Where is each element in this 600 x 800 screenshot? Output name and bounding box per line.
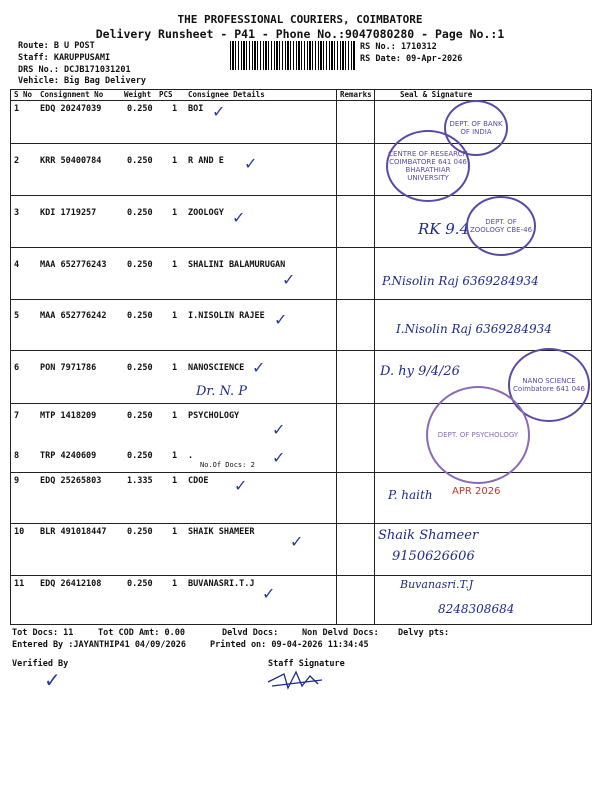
- row-consignment-no: EDQ 26412108: [40, 579, 102, 589]
- phone-row-10: 9150626606: [392, 549, 475, 564]
- rs-no-label: RS No.: 1710312: [360, 42, 437, 52]
- stamp-nanoscience: NANO SCIENCE Coimbatore 641 046: [508, 348, 590, 422]
- stamp-date: APR 2026: [452, 486, 501, 497]
- col-header-consignment: Consignment No: [40, 90, 104, 99]
- signature-row-6: D. hy 9/4/26: [380, 364, 460, 379]
- row-sno: 9: [14, 476, 20, 486]
- row-consignee: BUVANASRI.T.J: [188, 579, 255, 589]
- row-pcs: 1: [172, 476, 178, 486]
- stamp-bank: DEPT. OF BANK OF INDIA: [444, 100, 508, 156]
- row-consignee: PSYCHOLOGY: [188, 411, 240, 421]
- row-weight: 1.335: [127, 476, 153, 486]
- company-title: THE PROFESSIONAL COURIERS, COIMBATORE: [177, 13, 423, 26]
- drs-no-label: DRS No.: DCJB171031201: [18, 65, 131, 75]
- stamp-psychology: DEPT. OF PSYCHOLOGY: [426, 386, 530, 484]
- row-pcs: 1: [172, 363, 178, 373]
- tick-row-1: ✓: [212, 102, 226, 121]
- tick-row-7: ✓: [272, 420, 286, 439]
- row-consignment-no: MAA 652776242: [40, 311, 107, 321]
- row-consignee: NANOSCIENCE: [188, 363, 245, 373]
- row-consignment-no: EDQ 25265803: [40, 476, 102, 486]
- row-weight: 0.250: [127, 363, 153, 373]
- row-consignment-no: MAA 652776243: [40, 260, 107, 270]
- col-header-sno: S No: [14, 90, 33, 99]
- signature-row-5: I.Nisolin Raj 6369284934: [396, 322, 552, 336]
- row-sno: 3: [14, 208, 20, 218]
- row-pcs: 1: [172, 451, 178, 461]
- row-consignee: CDOE: [188, 476, 209, 486]
- tick-row-4: ✓: [282, 270, 296, 289]
- stamp-zoology: DEPT. OF ZOOLOGY CBE-46: [466, 196, 536, 256]
- col-header-weight: Weight: [124, 90, 152, 99]
- signature-row-3: RK 9.4: [418, 220, 470, 238]
- entered-by: Entered By :JAYANTHIP41 04/09/2026: [12, 640, 186, 650]
- col-header-remarks: Remarks: [340, 90, 372, 99]
- col-header-pcs: PCS: [159, 90, 173, 99]
- row-pcs: 1: [172, 311, 178, 321]
- row-sno: 4: [14, 260, 20, 270]
- col-header-seal: Seal & Signature: [400, 90, 473, 99]
- tick-row-9: ✓: [234, 476, 248, 495]
- verified-by: Verified By: [12, 659, 69, 669]
- row-consignment-no: EDQ 20247039: [40, 104, 102, 114]
- signature-row-9: P. haith: [388, 488, 433, 502]
- row-sno: 6: [14, 363, 20, 373]
- row-consignment-no: KDI 1719257: [40, 208, 97, 218]
- tick-row-11: ✓: [262, 584, 276, 603]
- row-pcs: 1: [172, 104, 178, 114]
- row-sno: 2: [14, 156, 20, 166]
- tick-row-10: ✓: [290, 532, 304, 551]
- route-label: Route: B U POST: [18, 41, 95, 51]
- tick-row-8: ✓: [272, 448, 286, 467]
- row-sno: 7: [14, 411, 20, 421]
- phone-row-11: 8248308684: [438, 602, 515, 616]
- rs-date-label: RS Date: 09-Apr-2026: [360, 54, 463, 64]
- row-consignee: SHAIK SHAMEER: [188, 527, 255, 537]
- row-weight: 0.250: [127, 311, 153, 321]
- row-weight: 0.250: [127, 260, 153, 270]
- delvd-docs: Delvd Docs:: [222, 628, 279, 638]
- runsheet-subtitle: Delivery Runsheet - P41 - Phone No.:9047080280 - Page No.:1: [95, 27, 505, 41]
- delvy-pts: Delvy pts:: [398, 628, 450, 638]
- stamp-research: CENTRE OF RESEARCH COIMBATORE 641 046 BHARATHIAR UNIVERSITY: [386, 130, 470, 202]
- row-pcs: 1: [172, 411, 178, 421]
- row-consignee: SHALINI BALAMURUGAN: [188, 260, 286, 270]
- tot-cod-amt: Tot COD Amt: 0.00: [98, 628, 185, 638]
- row-weight: 0.250: [127, 579, 153, 589]
- row-consignment-no: BLR 491018447: [40, 527, 107, 537]
- printed-on: Printed on: 09-04-2026 11:34:45: [210, 640, 369, 650]
- row-consignment-no: KRR 50400784: [40, 156, 102, 166]
- row-consignment-no: PON 7971786: [40, 363, 97, 373]
- row-consignee: I.NISOLIN RAJEE: [188, 311, 265, 321]
- row-weight: 0.250: [127, 104, 153, 114]
- tick-row-6: ✓: [252, 358, 266, 377]
- col-header-consignee: Consignee Details: [188, 90, 265, 99]
- tick-row-5: ✓: [274, 310, 288, 329]
- row-sno: 1: [14, 104, 20, 114]
- signature-row-10: Shaik Shameer: [378, 528, 479, 543]
- row-pcs: 1: [172, 260, 178, 270]
- tick-row-2: ✓: [244, 154, 258, 173]
- row-weight: 0.250: [127, 156, 153, 166]
- row-consignee: BOI: [188, 104, 204, 114]
- staff-label: Staff: KARUPPUSAMI: [18, 53, 111, 63]
- row-weight: 0.250: [127, 411, 153, 421]
- row-sno: 5: [14, 311, 20, 321]
- row-pcs: 1: [172, 527, 178, 537]
- row-8-note: No.Of Docs: 2: [200, 461, 255, 469]
- row-pcs: 1: [172, 156, 178, 166]
- row-sno: 10: [14, 527, 25, 537]
- row-consignee: ZOOLOGY: [188, 208, 224, 218]
- barcode: [230, 41, 355, 70]
- non-delvd-docs: Non Delvd Docs:: [302, 628, 379, 638]
- vehicle-label: Vehicle: Big Bag Delivery: [18, 76, 146, 86]
- row-weight: 0.250: [127, 208, 153, 218]
- verified-signature: ✓: [44, 668, 61, 692]
- tick-row-3: ✓: [232, 208, 246, 227]
- signature-row-11: Buvanasri.T.J: [400, 578, 474, 591]
- signature-row-6-mid: Dr. N. P: [196, 384, 248, 399]
- row-sno: 11: [14, 579, 25, 589]
- row-consignment-no: TRP 4240609: [40, 451, 97, 461]
- row-weight: 0.250: [127, 451, 153, 461]
- staff-signature-mark: [266, 668, 326, 692]
- row-consignment-no: MTP 1418209: [40, 411, 97, 421]
- tot-docs: Tot Docs: 11: [12, 628, 74, 638]
- row-consignee: R AND E: [188, 156, 224, 166]
- row-consignee: .: [188, 451, 194, 461]
- row-weight: 0.250: [127, 527, 153, 537]
- row-sno: 8: [14, 451, 20, 461]
- row-pcs: 1: [172, 579, 178, 589]
- signature-row-4: P.Nisolin Raj 6369284934: [382, 274, 539, 288]
- staff-signature-label: Staff Signature: [268, 659, 345, 669]
- row-pcs: 1: [172, 208, 178, 218]
